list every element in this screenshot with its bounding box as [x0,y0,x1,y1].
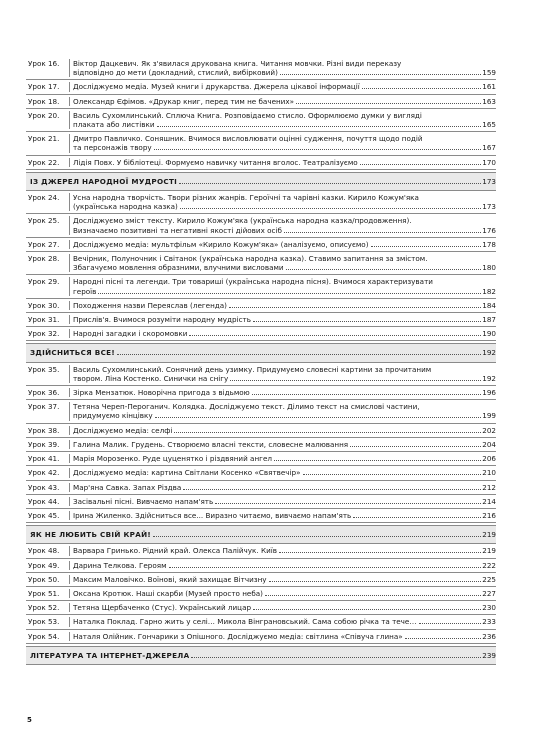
lesson-title: твором. Ліна Костенко. Синички на снігу [73,373,229,383]
lesson-text [69,589,496,598]
page-ref: 236 [482,631,496,641]
lesson-title: Досліджуємо медіа: селфі [73,425,173,435]
lesson-text [69,277,496,295]
toc-line [73,216,496,225]
toc-line [73,468,496,477]
toc-line [73,454,496,463]
page-ref: 173 [482,202,496,212]
lesson-title: плаката або листівки [73,120,155,130]
dot-leader [153,536,481,537]
page-ref: 230 [482,603,496,613]
lesson-number: Урок 42. [28,468,60,478]
lesson-text [69,546,496,555]
lesson-text [69,426,496,435]
page-ref: 176 [482,225,496,235]
section-heading [26,172,496,191]
toc-line [73,254,496,263]
lesson-text [69,134,496,152]
toc-entry [26,400,496,423]
lesson-text [69,511,496,520]
lesson-title: героїв [73,286,97,296]
toc-entry [26,299,496,313]
toc-entry [26,438,496,452]
section-title: ІЗ ДЖЕРЕЛ НАРОДНОЇ МУДРОСТІ [30,176,178,186]
toc-entry [26,214,496,237]
lesson-title: Василь Сухомлинський. Сплюча Книга. Розповідаємо стисло. Оформлюємо думки у вигляді [73,110,422,120]
lesson-text [69,216,496,234]
lesson-title: Василь Сухомлинський. Сонячний день узимку. Придумуємо словесні картини за прочитаним [73,364,432,374]
lesson-title: Визначаємо позитивні та негативні якості дійових осіб [73,225,282,235]
lesson-number: Урок 30. [28,300,60,310]
lesson-title: Мар'яна Савка. Запах Різдва [73,482,182,492]
toc-line [73,277,496,286]
toc-line [73,575,496,584]
dot-leader [189,335,481,336]
lesson-title: Збагачуємо мовлення образними, влучними висловами [73,263,284,273]
toc-line [73,374,496,383]
toc-line [73,632,496,641]
toc-entry [26,275,496,298]
lesson-title: (українська народна казка) [73,202,178,212]
lesson-number: Урок 17. [28,82,60,92]
page-ref: 180 [482,263,496,273]
toc-line [30,177,496,186]
toc-line [73,483,496,492]
page-ref: 178 [482,239,496,249]
lesson-text [69,603,496,612]
page-ref: 161 [482,82,496,92]
lesson-title: Досліджуємо медіа: картина Світлани Косенко «Святвечір» [73,468,301,478]
dot-leader [405,638,482,639]
lesson-number: Урок 41. [28,454,60,464]
page-ref: 165 [482,120,496,130]
lesson-number: Урок 35. [28,364,60,374]
lesson-title: Досліджуємо зміст тексту. Кирило Кожум'яка (українська народна казка/продовження). [73,216,412,226]
lesson-title: Засівальні пісні. Вивчаємо напам'ять [73,496,214,506]
lesson-title: Прислів'я. Вчимося розуміти народну мудрість [73,315,251,325]
toc-line [73,263,496,272]
lesson-title: Марія Морозенко. Руде цуценятко і різдвяний ангел [73,454,272,464]
table-of-contents [26,57,496,665]
toc-line [73,546,496,555]
lesson-number: Урок 45. [28,510,60,520]
page-number: 5 [27,716,32,724]
lesson-text [69,440,496,449]
lesson-title: Зірка Мензатюк. Новорічна пригода з відьмою [73,388,250,398]
dot-leader [229,307,481,308]
dot-leader [303,474,482,475]
lesson-number: Урок 37. [28,402,60,412]
page-ref: 210 [482,468,496,478]
dot-leader [286,269,482,270]
dot-leader [265,595,481,596]
lesson-text [69,617,496,626]
toc-entry [26,80,496,94]
page-ref: 163 [482,96,496,106]
toc-line [73,68,496,77]
lesson-text [69,402,496,420]
toc-line [73,287,496,296]
dot-leader [284,232,481,233]
section-title: ЯК НЕ ЛЮБИТЬ СВІЙ КРАЙ! [30,530,151,540]
toc-entry [26,424,496,438]
dot-leader [155,417,482,418]
lesson-number: Урок 54. [28,631,60,641]
page-ref: 202 [482,425,496,435]
toc-line [30,651,496,660]
toc-entry [26,601,496,615]
lesson-text [69,82,496,91]
lesson-title: Варвара Гринько. Рідний край. Олекса Палійчук. Київ [73,546,277,556]
lesson-number: Урок 52. [28,603,60,613]
dot-leader [253,609,481,610]
lesson-number: Урок 43. [28,482,60,492]
lesson-number: Урок 50. [28,574,60,584]
lesson-text [69,315,496,324]
lesson-text [69,575,496,584]
dot-leader [362,88,482,89]
lesson-number: Урок 21. [28,134,60,144]
page-ref: 239 [482,650,496,660]
page-ref: 170 [482,157,496,167]
lesson-title: Усна народна творчість. Твори різних жанрів. Героїчні та чарівні казки. Кирило Кожум'яка [73,193,419,203]
page-ref: 204 [482,439,496,449]
dot-leader [230,380,481,381]
toc-line [73,111,496,120]
toc-line [73,240,496,249]
section-heading [26,343,496,362]
dot-leader [117,354,481,355]
dot-leader [280,74,481,75]
toc-line [73,315,496,324]
toc-entry [26,509,496,523]
lesson-number: Урок 24. [28,193,60,203]
toc-entry [26,466,496,480]
dot-leader [98,293,481,294]
toc-entry [26,615,496,629]
lesson-text [69,497,496,506]
toc-entry [26,452,496,466]
toc-entry [26,327,496,341]
dot-leader [215,503,481,504]
toc-entry [26,313,496,327]
page-ref: 192 [482,373,496,383]
toc-line [73,193,496,202]
toc-entry [26,587,496,601]
lesson-text [69,254,496,272]
section-heading [26,646,496,665]
toc-line [73,440,496,449]
lesson-number: Урок 36. [28,388,60,398]
lesson-text [69,561,496,570]
lesson-text [69,388,496,397]
page-ref: 225 [482,574,496,584]
lesson-number: Урок 22. [28,157,60,167]
page-ref: 196 [482,388,496,398]
lesson-number: Урок 53. [28,617,60,627]
page-ref: 212 [482,482,496,492]
lesson-title: та персонажів твору [73,143,152,153]
lesson-title: Наталя Олійник. Гончарики з Опішного. Досліджуємо медіа: світлина «Співуча глина» [73,631,403,641]
toc-entry [26,363,496,386]
toc-line [73,617,496,626]
page-ref: 159 [482,68,496,78]
toc-line [73,82,496,91]
lesson-title: Максим Маловічко. Воїнові, який захищає Вітчизну [73,574,267,584]
lesson-title: Ірина Жиленко. Здійсниться все... Виразно читаємо, вивчаємо напам'ять [73,510,352,520]
lesson-text [69,59,496,77]
section-heading [26,525,496,544]
lesson-text [69,97,496,106]
lesson-title: придумуємо кінцівку [73,411,153,421]
lesson-title: Народні загадки і скоромовки [73,329,188,339]
toc-entry [26,630,496,644]
dot-leader [252,394,482,395]
toc-line [73,511,496,520]
lesson-title: Олександр Єфімов. «Друкар книг, перед тим не бачених» [73,96,295,106]
lesson-number: Урок 49. [28,560,60,570]
lesson-text [69,301,496,310]
lesson-text [69,111,496,129]
toc-entry [26,573,496,587]
page-ref: 182 [482,286,496,296]
dot-leader [253,321,481,322]
lesson-number: Урок 32. [28,329,60,339]
lesson-title: Тетяна Щербаченко (Стус). Український лицар [73,603,252,613]
page-ref: 219 [482,546,496,556]
page-ref: 173 [482,176,496,186]
lesson-text [69,454,496,463]
toc-line [30,530,496,539]
toc-line [73,329,496,338]
toc-entry [26,481,496,495]
page-ref: 192 [482,348,496,358]
dot-leader [169,567,482,568]
lesson-title: Походження назви Переяслав (легенда) [73,300,227,310]
lesson-title: відповідно до мети (докладний, стислий, вибірковий) [73,68,278,78]
dot-leader [154,149,482,150]
page-ref: 187 [482,315,496,325]
lesson-title: Народні пісні та легенди. Три товариші (українська народна пісня). Вчимося характеризувати [73,277,433,287]
lesson-number: Урок 18. [28,96,60,106]
lesson-number: Урок 51. [28,588,60,598]
page-ref: 233 [482,617,496,627]
lesson-title: Тетяна Череп-Пероганич. Колядка. Досліджуємо текст. Ділимо текст на смислові частини, [73,402,420,412]
dot-leader [350,446,481,447]
dot-leader [274,460,481,461]
toc-entry [26,386,496,400]
toc-line [73,143,496,152]
toc-line [30,348,496,357]
toc-line [73,497,496,506]
lesson-number: Урок 27. [28,239,60,249]
toc-line [73,134,496,143]
toc-entry [26,495,496,509]
dot-leader [279,552,481,553]
dot-leader [269,581,482,582]
lesson-text [69,158,496,167]
toc-line [73,97,496,106]
lesson-number: Урок 28. [28,254,60,264]
dot-leader [183,489,481,490]
lesson-text [69,632,496,641]
toc-line [73,589,496,598]
lesson-number: Урок 16. [28,59,60,68]
page-ref: 227 [482,588,496,598]
toc-entry [26,109,496,132]
page-ref: 222 [482,560,496,570]
toc-line [73,226,496,235]
section-title: ЗДІЙСНИТЬСЯ ВСЕ! [30,348,115,358]
toc-line [73,388,496,397]
toc-line [73,402,496,411]
dot-leader [157,126,482,127]
page-ref: 184 [482,300,496,310]
page-ref: 199 [482,411,496,421]
page-ref: 167 [482,143,496,153]
toc-line [73,365,496,374]
dot-leader [179,183,481,184]
dot-leader [191,657,481,658]
lesson-number: Урок 31. [28,315,60,325]
lesson-text [69,193,496,211]
dot-leader [180,208,481,209]
toc-entry [26,252,496,275]
toc-line [73,426,496,435]
lesson-title: Лідія Повх. У бібліотеці. Формуємо навичку читання вголос. Театралізуємо [73,157,358,167]
toc-line [73,202,496,211]
lesson-text [69,365,496,383]
lesson-text [69,240,496,249]
toc-entry [26,132,496,155]
lesson-title: Наталка Поклад. Гарно жить у селі… Микола Вінграновський. Сама собою річка та тече… [73,617,417,627]
lesson-number: Урок 39. [28,439,60,449]
toc-line [73,603,496,612]
toc-entry [26,544,496,558]
lesson-text [69,483,496,492]
dot-leader [174,432,481,433]
lesson-title: Досліджуємо медіа: мультфільм «Кирило Кожум'яка» (аналізуємо, описуємо) [73,239,369,249]
lesson-title: Дмитро Павличко. Соняшник. Вчимося висловлювати оцінні судження, почуття щодо подій [73,134,423,144]
lesson-title: Галина Малик. Грудень. Створюємо власні тексти, словесне малювання [73,439,349,449]
page-ref: 216 [482,510,496,520]
lesson-number: Урок 29. [28,277,60,287]
lesson-title: Оксана Кротюк. Наші скарби (Музей просто неба) [73,588,263,598]
lesson-number: Урок 38. [28,425,60,435]
toc-line [73,158,496,167]
dot-leader [360,164,482,165]
toc-entry [26,57,496,80]
lesson-title: Вечірник, Полуночник і Світанок (українська народна казка). Ставимо запитання за змістом. [73,254,428,264]
toc-line [73,59,496,68]
toc-entry [26,191,496,214]
dot-leader [371,246,482,247]
page-ref: 214 [482,496,496,506]
lesson-text [69,329,496,338]
toc-line [73,411,496,420]
toc-entry [26,559,496,573]
toc-line [73,561,496,570]
lesson-title: Віктор Дацкевич. Як з'явилася друкована книга. Читання мовчки. Різні види переказу [73,59,402,68]
dot-leader [296,103,481,104]
lesson-text [69,468,496,477]
page-ref: 206 [482,454,496,464]
lesson-number: Урок 44. [28,496,60,506]
lesson-number: Урок 25. [28,216,60,226]
lesson-number: Урок 20. [28,110,60,120]
toc-line [73,301,496,310]
lesson-number: Урок 48. [28,546,60,556]
page-ref: 219 [482,530,496,540]
toc-line [73,120,496,129]
toc-entry [26,95,496,109]
lesson-title: Дарина Телкова. Героям [73,560,167,570]
page-ref: 190 [482,329,496,339]
lesson-title: Досліджуємо медіа. Музей книги і друкарства. Джерела цікавої інформації [73,82,360,92]
toc-entry [26,238,496,252]
dot-leader [353,517,481,518]
section-title: ЛІТЕРАТУРА ТА ІНТЕРНЕТ-ДЖЕРЕЛА [30,650,190,660]
toc-entry [26,156,496,170]
dot-leader [419,623,482,624]
